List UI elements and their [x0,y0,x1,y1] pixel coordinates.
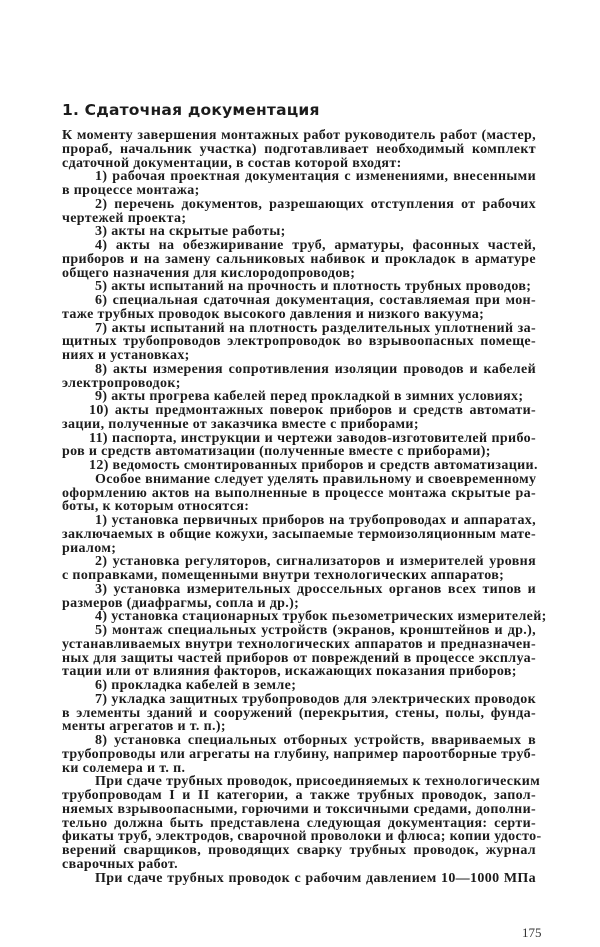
text-line: 5) акты испытаний на прочность и плотность трубных проводов; [95,279,532,295]
paragraph [62,459,536,473]
text-line: При сдаче трубных проводок с рабочим давлением 10—1000 МПа [95,870,536,886]
paragraph [62,624,536,679]
paragraph [62,322,536,363]
paragraph [62,363,536,391]
text-line: 4) установка стационарных трубок пьезометрических измерителей; [95,609,547,625]
text-line: таже трубных проводок высокого давления и низкого вакуума; [62,306,485,322]
text-line: 12) ведомость смонтированных приборов и средств автоматизации. [89,458,538,473]
paragraph [62,583,536,611]
text-line: 10) акты предмонтажных поверок приборов и средств автомати- [89,403,536,418]
text-line: риалом; [62,540,117,556]
paragraph [62,774,542,872]
text-line: трубопроводам I и II категории, а также трубных проводок, запол- [62,788,536,803]
paragraph [62,473,536,514]
text-line: 4) акты на обезжиривание труб, арматуры, фасонных частей, [95,238,536,253]
text-line: тации или от влияния факторов, искажающих показания приборов; [62,664,517,680]
text-line: 6) прокладка кабелей в земле; [95,678,297,693]
text-line: чертежей проекта; [62,210,187,226]
paragraph [62,170,536,198]
text-line: ров и средств автоматизации (полученные вместе с приборами); [62,444,491,460]
text-line: общего назначения для кислородопроводов; [62,265,356,281]
text-line: с поправками, помещенными внутри технологических аппаратов; [62,568,505,583]
text-line: 8) установка специальных отборных устройств, ввариваемых в [95,733,536,748]
text-line: тельно должна быть представлена следующая документация: серти- [62,815,536,831]
text-line: размеров (диафрагмы, сопла и др.); [62,595,300,611]
text-line: К моменту завершения монтажных работ руководитель работ (мастер, [62,128,536,143]
text-line: в элементы зданий и сооружений (перекрытия, стены, полы, фунда- [62,705,536,721]
text-line: боты, к которым относятся: [62,499,250,515]
paragraph [62,225,536,239]
text-line: ки солемера и т. п. [62,760,186,776]
text-line: менты агрегатов и т. п.); [62,719,226,735]
text-line: 8) акты измерения сопротивления изоляции проводов и кабелей [95,361,536,377]
text-line: заключаемых в общие кожухи, засыпаемые термоизоляционным мате- [62,526,536,542]
paragraph [62,432,536,460]
text-line: 3) акты на скрытые работы; [95,224,286,240]
paragraph [62,239,536,280]
text-line: трубопроводы или агрегаты на глубину, например пароотборные труб- [62,746,536,762]
paragraph [62,734,536,775]
text-line: электропроводок; [62,375,181,391]
text-line: При сдаче трубных проводок, присоединяемых к технологическим [95,774,541,790]
text-line: верений сварщиков, проводящих сварку трубных проводок, журнал [62,843,536,858]
text-line: ных для защиты частей приборов от повреждений в процессе эксплуа- [62,650,536,666]
text-line: 6) специальная сдаточная документация, составляемая при мон- [95,293,536,308]
paragraph [62,693,536,734]
text-line: в процессе монтажа; [62,183,200,198]
text-line: сдаточной документации, в состав которой входят: [62,155,402,171]
body-text [62,128,547,886]
paragraph [62,390,536,404]
text-line: няемых взрывоопасными, горючими и токсичными средами, дополни- [62,801,536,817]
text-line: 7) акты испытаний на плотность разделительных уплотнений за- [95,320,536,336]
text-line: 1) установка первичных приборов на трубопроводах и аппаратах, [95,513,536,528]
paragraph [62,129,536,170]
text-line: щитных трубопроводов электропроводок во взрывоопасных помеще- [62,334,536,350]
text-line: 3) установка измерительных дроссельных органов всех типов и [95,581,536,597]
text-line: прораб, начальник участка) подготавливает необходимый комплект [62,141,536,157]
text-line: 5) монтаж специальных устройств (экранов, кронштейнов и др.), [95,623,536,638]
paragraph [62,872,536,886]
text-line: 1) рабочая проектная документация с изменениями, внесенными [95,169,536,185]
text-line: устанавливаемых внутри технологических аппаратов и предназначен- [62,636,536,652]
paragraph [62,555,536,583]
text-line: оформлению актов на выполненные в процессе монтажа скрытые ра- [62,485,536,501]
text-line: сварочных работ. [62,856,178,872]
text-line: 2) установка регуляторов, сигнализаторов и измерителей уровня [95,554,536,570]
text-line: фикаты труб, электродов, сварочной проволоки и флюса; копии удосто- [62,829,542,845]
paragraph [62,404,536,432]
text-line: приборов и на замену сальниковых набивок и прокладок в арматуре [62,251,536,267]
paragraph [62,609,547,625]
section-title: 1. Сдаточная документация [62,101,320,119]
text-line: 11) паспорта, инструкции и чертежи заводов-изготовителей прибо- [89,430,536,446]
paragraph [62,514,536,555]
text-line: ниях и установках; [62,348,190,363]
text-line: 7) укладка защитных трубопроводов для электрических проводок [95,691,536,707]
text-line: 9) акты прогрева кабелей перед прокладкой в зимних условиях; [95,389,524,405]
paragraph [62,679,536,693]
text-line: 2) перечень документов, разрешающих отступления от рабочих [95,196,536,212]
page-number: 175 [522,925,542,940]
text-line: Особое внимание следует уделять правильному и своевременному [95,471,537,487]
paragraph [62,294,536,322]
paragraph [62,198,536,226]
paragraph [62,280,536,294]
text-line: зации, полученные от заказчика вместе с приборами; [62,416,419,432]
